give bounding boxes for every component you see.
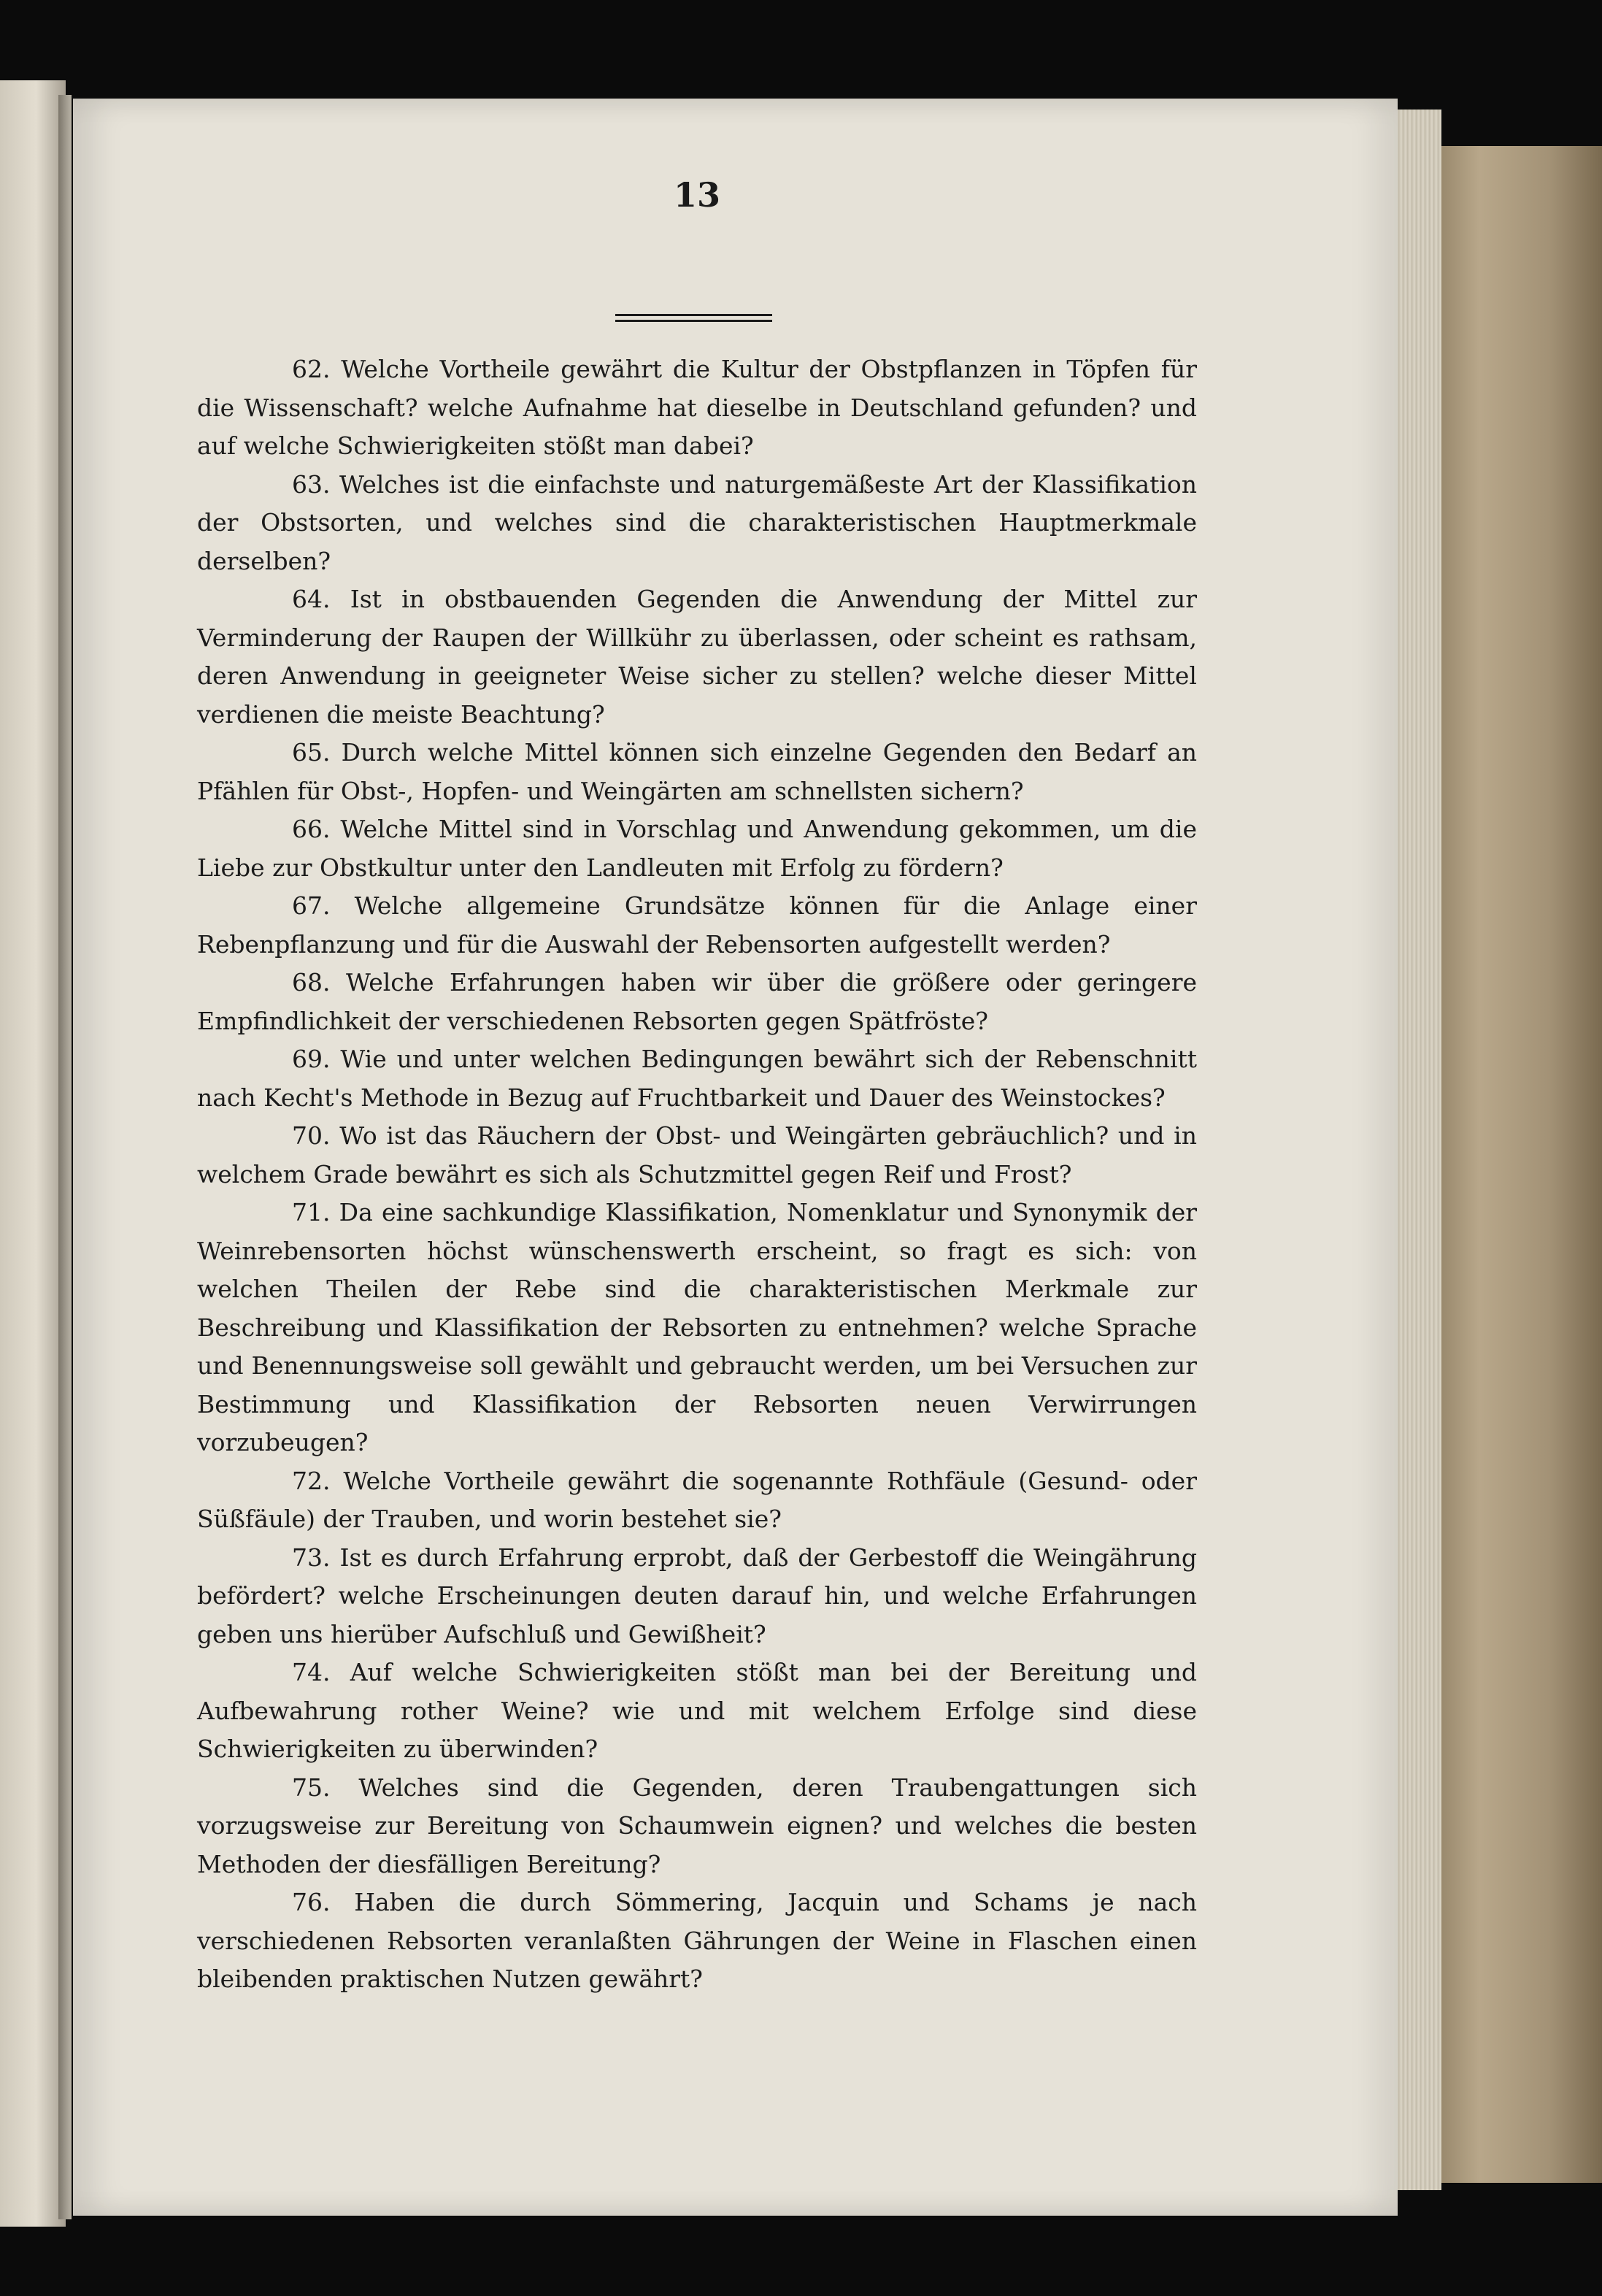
question-number: 72.: [292, 1466, 331, 1495]
question-item: [197, 1462, 1197, 1539]
question-item: [197, 1884, 1197, 1999]
question-item: [197, 1539, 1197, 1654]
question-number: 68.: [292, 968, 331, 997]
question-text: Welche Mittel sind in Vorschlag und Anwendung gekommen, um die Liebe zur Obstkultur unter den Landleuten mit Erfolg zu fördern?: [197, 815, 1197, 882]
question-text: Welche Vortheile gewährt die sogenannte Rothfäule (Gesund- oder Süßfäule) der Trauben, und worin bestehet sie?: [197, 1466, 1197, 1533]
question-number: 65.: [292, 738, 331, 767]
question-item: [197, 1654, 1197, 1769]
question-text: Auf welche Schwierigkeiten stößt man bei der Bereitung und Aufbewahrung rother Weine? wie und mit welchem Erfolge sind diese Schwierigkeiten zu überwinden?: [197, 1658, 1198, 1763]
question-text: Welches sind die Gegenden, deren Traubengattungen sich vorzugsweise zur Bereitung von Schaumwein eignen? und welches die besten Methoden der diesfälligen Bereitung?: [197, 1773, 1197, 1878]
question-text: Wo ist das Räuchern der Obst- und Weingärten gebräuchlich? und in welchem Grade bewährt es sich als Schutzmittel gegen Reif und Frost?: [197, 1121, 1197, 1189]
question-item: [197, 734, 1197, 810]
question-item: [197, 810, 1197, 887]
question-item: [197, 580, 1197, 734]
question-text: Haben die durch Sömmering, Jacquin und Schams je nach verschiedenen Rebsorten veranlaßten Gährungen der Weine in Flaschen einen bleibenden praktischen Nutzen gewährt?: [197, 1888, 1197, 1993]
question-list: [197, 350, 1197, 1999]
question-number: 69.: [292, 1045, 331, 1073]
question-number: 67.: [292, 891, 331, 920]
question-number: 71.: [292, 1198, 331, 1226]
question-text: Welche Erfahrungen haben wir über die größere oder geringere Empfindlichkeit der verschiedenen Rebsorten gegen Spätfröste?: [197, 968, 1197, 1035]
left-page-gutter: [58, 95, 72, 2219]
header-rule: [615, 314, 772, 316]
page-block-edge: [1390, 110, 1441, 2190]
question-number: 62.: [292, 355, 331, 383]
question-text: Ist in obstbauenden Gegenden die Anwendung der Mittel zur Verminderung der Raupen der Willkühr zu überlassen, oder scheint es rathsam, deren Anwendung in geeigneter Weise sicher zu stellen? welche dieser Mittel verdienen die meiste Beachtung?: [197, 585, 1197, 729]
question-item: [197, 350, 1197, 466]
question-item: [197, 964, 1197, 1040]
question-item: [197, 1040, 1197, 1117]
question-number: 66.: [292, 815, 331, 843]
book-cover-board: [1427, 146, 1602, 2183]
question-number: 76.: [292, 1888, 331, 1916]
question-item: [197, 887, 1197, 964]
question-text: Welche Vortheile gewährt die Kultur der Obstpflanzen in Töpfen für die Wissenschaft? welche Aufnahme hat dieselbe in Deutschland gefunden? und auf welche Schwierigkeiten stößt man dabei?: [197, 355, 1197, 460]
question-text: Da eine sachkundige Klassifikation, Nomenklatur und Synonymik der Weinrebensorten höchst wünschenswerth erscheint, so fragt es sich: von welchen Theilen der Rebe sind die charakteristischen Merkmale zur Beschreibung und Klassifikation der Rebsorten zu entnehmen? welche Sprache und Benennungsweise soll gewählt und gebraucht werden, um bei Versuchen zur Bestimmung und Klassifikation der Rebsorten neuen Verwirrungen vorzubeugen?: [197, 1198, 1197, 1456]
question-text: Wie und unter welchen Bedingungen bewährt sich der Rebenschnitt nach Kecht's Methode in Bezug auf Fruchtbarkeit und Dauer des Weinstockes?: [197, 1045, 1197, 1112]
question-text: Welche allgemeine Grundsätze können für die Anlage einer Rebenpflanzung und für die Auswahl der Rebensorten aufgestellt werden?: [197, 891, 1197, 959]
question-item: [197, 466, 1197, 581]
left-page-edge: [0, 80, 66, 2227]
question-number: 70.: [292, 1121, 331, 1150]
question-number: 75.: [292, 1773, 331, 1802]
question-item: [197, 1769, 1197, 1884]
question-number: 63.: [292, 469, 331, 499]
question-number: 74.: [292, 1658, 331, 1686]
question-text: Ist es durch Erfahrung erprobt, daß der Gerbestoff die Weingährung befördert? welche Erscheinungen deuten darauf hin, und welche Erfahrungen geben uns hierüber Aufschluß und Gewißheit?: [197, 1543, 1197, 1648]
question-item: [197, 1117, 1197, 1194]
question-number: 64.: [292, 585, 331, 613]
question-item: [197, 1194, 1197, 1462]
question-number: 73.: [292, 1543, 331, 1572]
question-text: Welches ist die einfachste und naturgemäßeste Art der Klassifikation der Obstsorten, und welches sind die charakteristischen Hauptmerkmale derselben?: [197, 469, 1198, 575]
question-text: Durch welche Mittel können sich einzelne Gegenden den Bedarf an Pfählen für Obst-, Hopfen- und Weingärten am schnellsten sichern?: [197, 738, 1198, 805]
page-number: 13: [673, 175, 720, 215]
header-rule: [615, 320, 772, 322]
